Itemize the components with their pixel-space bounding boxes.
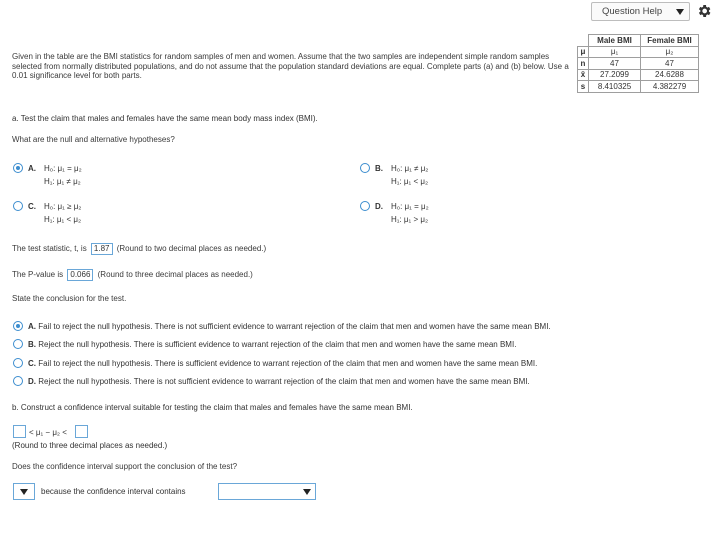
conclusion-a [28, 322, 551, 331]
conclusion-a-text: Fail to reject the null hypothesis. There is not sufficient evidence to warrant rejection of the claim that men and women have the same mean BMI. [38, 322, 551, 331]
support-dropdown[interactable] [13, 483, 35, 500]
table-row [578, 81, 699, 93]
cell-female: μ₂ [641, 46, 699, 58]
column-header-female: Female BMI [641, 35, 699, 47]
table-row [578, 69, 699, 81]
option-b-letter: B. [375, 164, 383, 173]
cell-female: 24.6288 [641, 69, 699, 81]
pvalue-input[interactable]: 0.066 [67, 269, 93, 281]
ci-middle-text: < μ₁ − μ₂ < [29, 428, 67, 437]
option-b-h1: H₁: μ₁ < μ₂ [391, 177, 429, 186]
conclusion-b-letter: B. [28, 340, 36, 349]
table-row [578, 46, 699, 58]
option-c-h0: H₀: μ₁ ≥ μ₂ [44, 202, 82, 211]
conclusion-c-letter: C. [28, 359, 36, 368]
question-help-label: Question Help [602, 6, 663, 17]
conclusion-b-text: Reject the null hypothesis. There is sufficient evidence to warrant rejection of the claim that men and women have the same mean BMI. [38, 340, 517, 349]
support-question: Does the confidence interval support the conclusion of the test? [12, 462, 238, 471]
conclusion-prompt: State the conclusion for the test. [12, 294, 127, 303]
cell-male: 27.2099 [589, 69, 641, 81]
row-label: n [578, 58, 589, 70]
option-d-h0: H₀: μ₁ = μ₂ [391, 202, 429, 211]
ci-hint: (Round to three decimal places as needed.) [12, 441, 168, 450]
conclusion-c [28, 359, 537, 368]
gear-icon[interactable] [696, 3, 712, 19]
ci-upper-input[interactable] [75, 425, 88, 438]
contains-dropdown[interactable] [218, 483, 316, 500]
test-statistic-line [12, 243, 266, 255]
conclusion-d-text: Reject the null hypothesis. There is not sufficient evidence to warrant rejection of the claim that men and women have the same mean BMI. [38, 377, 530, 386]
option-d-radio[interactable] [360, 201, 370, 211]
option-a-h0: H₀: μ₁ = μ₂ [44, 164, 82, 173]
conclusion-d-radio[interactable] [13, 376, 23, 386]
cell-female: 47 [641, 58, 699, 70]
option-b-h0: H₀: μ₁ ≠ μ₂ [391, 164, 429, 173]
cell-male: 8.410325 [589, 81, 641, 93]
conclusion-b-radio[interactable] [13, 339, 23, 349]
test-statistic-prefix: The test statistic, t, is [12, 244, 87, 254]
pvalue-prefix: The P-value is [12, 270, 64, 280]
hypotheses-question: What are the null and alternative hypotheses? [12, 135, 175, 144]
chevron-down-icon [676, 9, 684, 15]
test-statistic-hint: (Round to two decimal places as needed.) [116, 244, 267, 254]
question-help-button[interactable] [591, 2, 690, 21]
table-row [578, 58, 699, 70]
option-a-h1: H₁: μ₁ ≠ μ₂ [44, 177, 81, 186]
table-corner [578, 35, 589, 47]
problem-statement: Given in the table are the BMI statistics for random samples of men and women. Assume that the two samples are independent simple random samples selected from normally distributed populations, and do not assume that the population standard deviations are equal. Complete parts (a) and (b) below. Use a 0.01 significance level for both parts. [12, 52, 569, 80]
conclusion-a-radio[interactable] [13, 321, 23, 331]
option-c-h1: H₁: μ₁ < μ₂ [44, 215, 82, 224]
cell-male: μ₁ [589, 46, 641, 58]
pvalue-line [12, 269, 253, 281]
row-label: s [578, 81, 589, 93]
ci-lower-input[interactable] [13, 425, 26, 438]
option-c-radio[interactable] [13, 201, 23, 211]
cell-male: 47 [589, 58, 641, 70]
option-d-h1: H₁: μ₁ > μ₂ [391, 215, 429, 224]
pvalue-hint: (Round to three decimal places as needed.) [97, 270, 253, 280]
test-statistic-input[interactable]: 1.87 [91, 243, 113, 255]
option-b-radio[interactable] [360, 163, 370, 173]
chevron-down-icon [20, 489, 28, 495]
row-label: x̄ [578, 69, 589, 81]
row-label: μ [578, 46, 589, 58]
option-a-letter: A. [28, 164, 36, 173]
option-d-letter: D. [375, 202, 383, 211]
conclusion-a-letter: A. [28, 322, 36, 331]
table-header-row [578, 35, 699, 47]
option-c-letter: C. [28, 202, 36, 211]
dropdown-followup-text: because the confidence interval contains [41, 487, 186, 496]
conclusion-c-text: Fail to reject the null hypothesis. There is sufficient evidence to warrant rejection of the claim that men and women have the same mean BMI. [38, 359, 538, 368]
bmi-stats-table [577, 34, 699, 93]
conclusion-d-letter: D. [28, 377, 36, 386]
conclusion-d [28, 377, 530, 386]
conclusion-b [28, 340, 516, 349]
part-a-title: a. Test the claim that males and females have the same mean body mass index (BMI). [12, 114, 318, 123]
conclusion-c-radio[interactable] [13, 358, 23, 368]
column-header-male: Male BMI [589, 35, 641, 47]
option-a-radio[interactable] [13, 163, 23, 173]
cell-female: 4.382279 [641, 81, 699, 93]
part-b-title: b. Construct a confidence interval suitable for testing the claim that males and females have the same mean BMI. [12, 403, 413, 412]
chevron-down-icon [303, 489, 311, 495]
